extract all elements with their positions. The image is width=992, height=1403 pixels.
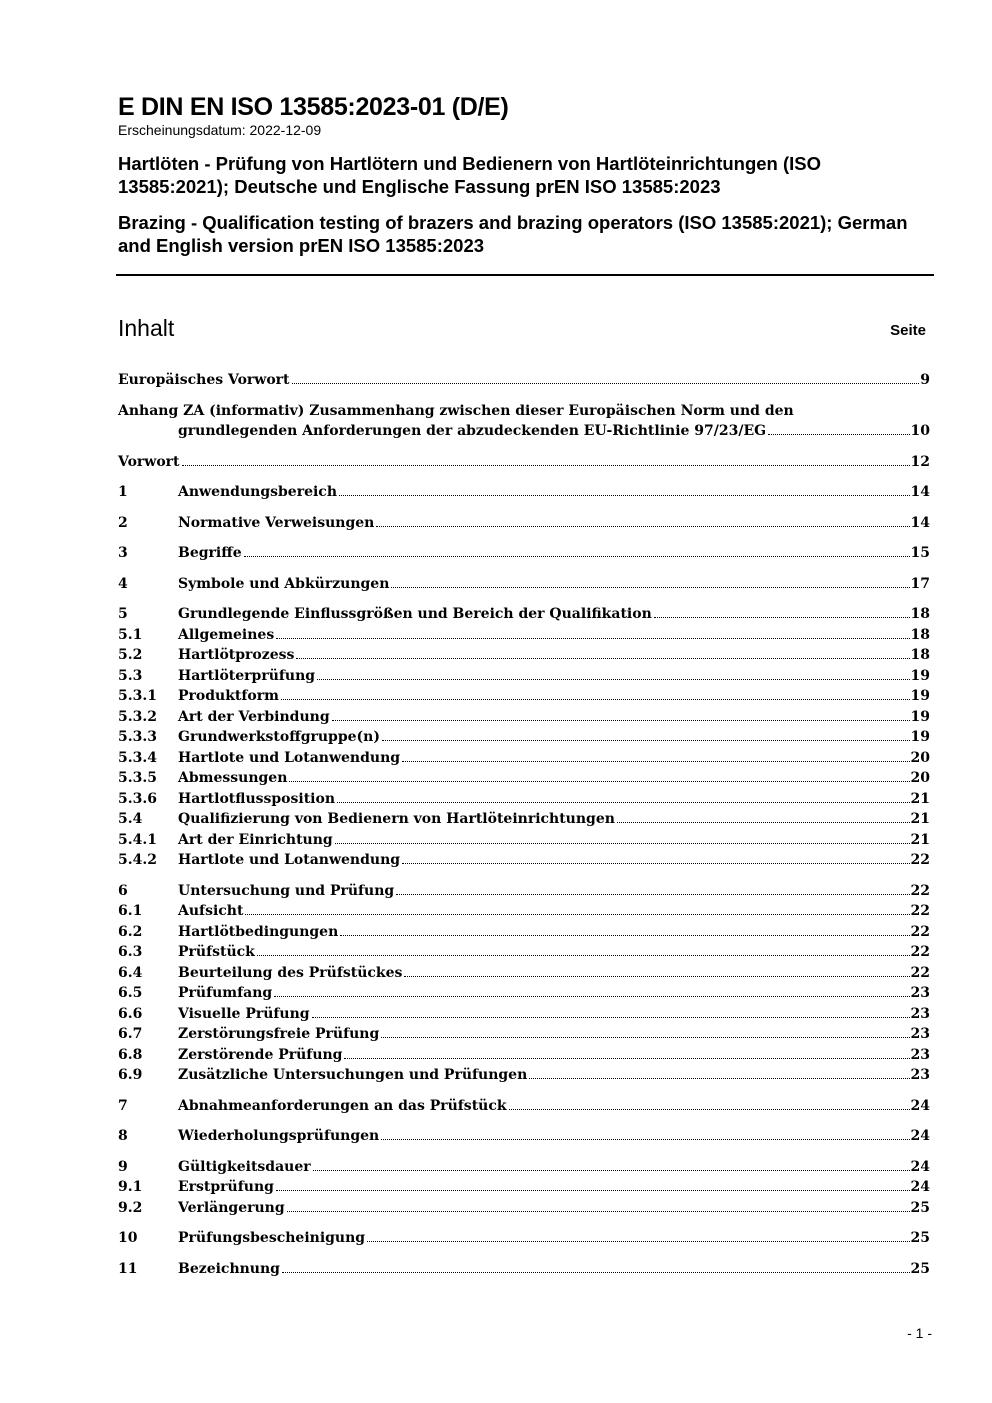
toc-entry[interactable]: 5.3.6 Hartlotflussposition 21: [118, 790, 930, 807]
toc-entry[interactable]: 6.8 Zerstörende Prüfung 23: [118, 1046, 930, 1063]
toc-entry[interactable]: 2 Normative Verweisungen 14: [118, 514, 930, 531]
toc-entry[interactable]: Europäisches Vorwort 9: [118, 372, 930, 388]
toc-entry[interactable]: 10 Prüfungsbescheinigung 25: [118, 1230, 930, 1246]
toc-entry[interactable]: 5.3.5 Abmessungen 20: [118, 770, 930, 786]
toc-entry[interactable]: 4 Symbole und Abkürzungen 17: [118, 575, 930, 592]
toc-page-label: Seite: [890, 322, 926, 339]
toc-entry[interactable]: 9.2 Verlängerung 25: [118, 1199, 930, 1216]
toc-entry[interactable]: 6.6 Visuelle Prüfung 23: [118, 1005, 930, 1022]
toc-entry[interactable]: 7 Abnahmeanforderungen an das Prüfstück 24: [118, 1097, 930, 1114]
toc-entry[interactable]: 5.1 Allgemeines 18: [118, 626, 930, 643]
toc-entry[interactable]: 5 Grundlegende Einflussgrößen und Bereich der Qualifikation 18: [118, 606, 930, 622]
toc-entry[interactable]: 1 Anwendungsbereich 14: [118, 484, 930, 500]
toc-entry[interactable]: 6 Untersuchung und Prüfung 22: [118, 882, 930, 899]
toc-entry[interactable]: 5.3.4 Hartlote und Lotanwendung 20: [118, 749, 930, 766]
title-german: Hartlöten - Prüfung von Hartlötern und Bedienern von Hartlöteinrichtungen (ISO 13585:2021); Deutsche und Englische Fassung prEN ISO 13585:2023: [118, 153, 822, 197]
toc-entry[interactable]: 5.2 Hartlötprozess 18: [118, 647, 930, 663]
toc-entry[interactable]: 5.3.1 Produktform 19: [118, 688, 930, 704]
toc-entry[interactable]: 11 Bezeichnung 25: [118, 1260, 930, 1277]
toc-entry[interactable]: 6.2 Hartlötbedingungen 22: [118, 923, 930, 940]
toc-entry[interactable]: 5.3.2 Art der Verbindung 19: [118, 708, 930, 725]
header-rule: [116, 274, 934, 276]
toc-entry[interactable]: 8 Wiederholungsprüfungen 24: [118, 1128, 930, 1144]
toc-entry[interactable]: 6.9 Zusätzliche Untersuchungen und Prüfungen 23: [118, 1067, 930, 1083]
toc-entry[interactable]: Vorwort 12: [118, 453, 930, 470]
toc-entry[interactable]: 9 Gültigkeitsdauer 24: [118, 1158, 930, 1175]
toc-entry[interactable]: 5.3 Hartlöterprüfung 19: [118, 667, 930, 684]
toc-entry[interactable]: 9.1 Erstprüfung 24: [118, 1179, 930, 1195]
toc-entry[interactable]: 5.4.2 Hartlote und Lotanwendung 22: [118, 852, 930, 868]
toc-entry[interactable]: 3 Begriffe 15: [118, 545, 930, 561]
publication-date: Erscheinungsdatum: 2022-12-09: [118, 122, 322, 138]
toc-entry[interactable]: 6.4 Beurteilung des Prüfstückes 22: [118, 964, 930, 981]
toc-entry[interactable]: Anhang ZA (informativ) Zusammenhang zwischen dieser Europäischen Norm und den grundlegenden Anforderungen der abzudeckenden EU-Richtlinie 97/23/EG 10: [118, 402, 930, 439]
document-header: [118, 92, 934, 257]
toc-entry[interactable]: 6.7 Zerstörungsfreie Prüfung 23: [118, 1026, 930, 1042]
title-english: Brazing - Qualification testing of brazers and brazing operators (ISO 13585:2021); German and English version prEN ISO 13585:2023: [118, 212, 908, 256]
toc-heading: Inhalt: [118, 315, 175, 341]
table-of-contents: [118, 370, 930, 1279]
page-number: - 1 -: [907, 1325, 932, 1341]
document-id: E DIN EN ISO 13585:2023-01 (D/E): [118, 93, 509, 121]
toc-entry[interactable]: 5.4 Qualifizierung von Bedienern von Hartlöteinrichtungen 21: [118, 811, 930, 827]
toc-entry[interactable]: 5.3.3 Grundwerkstoffgruppe(n) 19: [118, 729, 930, 745]
toc-entry[interactable]: 6.1 Aufsicht 22: [118, 903, 930, 919]
toc-entry[interactable]: 6.5 Prüfumfang 23: [118, 985, 930, 1001]
toc-entry[interactable]: 6.3 Prüfstück 22: [118, 944, 930, 960]
toc-entry[interactable]: 5.4.1 Art der Einrichtung 21: [118, 831, 930, 848]
